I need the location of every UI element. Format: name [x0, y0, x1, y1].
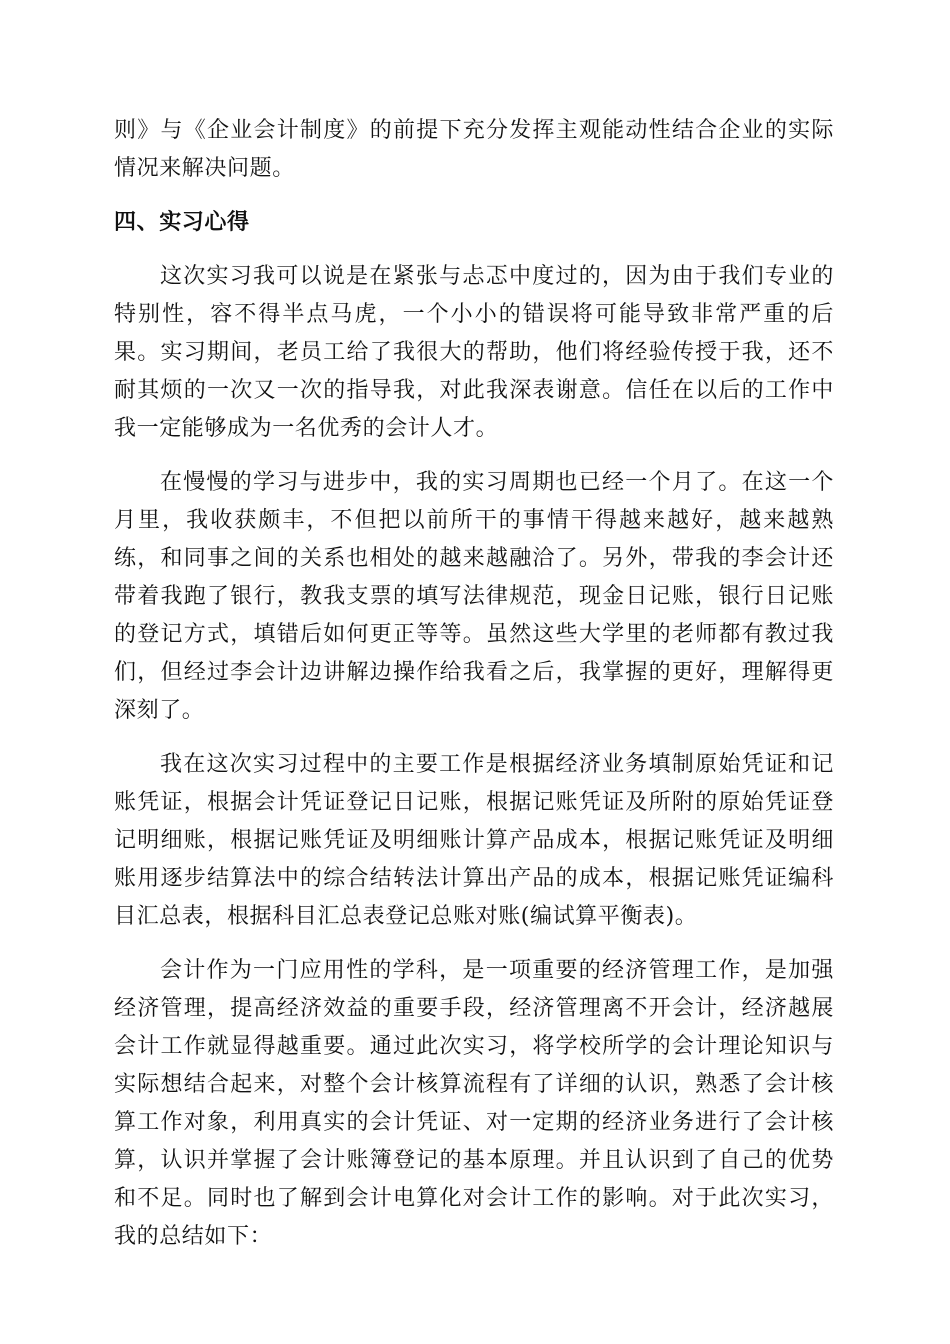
- paragraph-internship-experience: 这次实习我可以说是在紧张与忐忑中度过的，因为由于我们专业的特别性，容不得半点马虎，一个小小的错误将可能导致非常严重的后果。实习期间，老员工给了我很大的帮助，他们将经验传授于我，还不耐其烦的一次又一次的指导我，对此我深表谢意。信任在以后的工作中我一定能够成为一名优秀的会计人才。: [114, 264, 834, 441]
- paragraph-accounting-summary: 会计作为一门应用性的学科，是一项重要的经济管理工作，是加强经济管理，提高经济效益的重要手段，经济管理离不开会计，经济越展会计工作就显得越重要。通过此次实习，将学校所学的会计理论知识与实际想结合起来，对整个会计核算流程有了详细的认识，熟悉了会计核算工作对象，利用真实的会计凭证、对一定期的经济业务进行了会计核算，认识并掌握了会计账簿登记的基本原理。并且认识到了自己的优势和不足。同时也了解到会计电算化对会计工作的影响。对于此次实习，我的总结如下：: [114, 958, 834, 1249]
- section-heading: 四、实习心得: [114, 210, 250, 235]
- continued-paragraph: 则》与《企业会计制度》的前提下充分发挥主观能动性结合企业的实际情况来解决问题。: [114, 118, 834, 181]
- paragraph-main-work: 我在这次实习过程中的主要工作是根据经济业务填制原始凭证和记账凭证，根据会计凭证登记日记账，根据记账凭证及所附的原始凭证登记明细账，根据记账凭证及明细账计算产品成本，根据记账凭证及明细账用逐步结算法中的综合结转法计算出产品的成本，根据记账凭证编科目汇总表，根据科目汇总表登记总账对账(编试算平衡表)。: [114, 752, 834, 929]
- paragraph-progress: 在慢慢的学习与进步中，我的实习周期也已经一个月了。在这一个月里，我收获颇丰，不但把以前所干的事情干得越来越好，越来越熟练，和同事之间的关系也相处的越来越融洽了。另外，带我的李会计还带着我跑了银行，教我支票的填写法律规范，现金日记账，银行日记账的登记方式，填错后如何更正等等。虽然这些大学里的老师都有教过我们，但经过李会计边讲解边操作给我看之后，我掌握的更好，理解得更深刻了。: [114, 470, 834, 723]
- document-body: [114, 112, 834, 1256]
